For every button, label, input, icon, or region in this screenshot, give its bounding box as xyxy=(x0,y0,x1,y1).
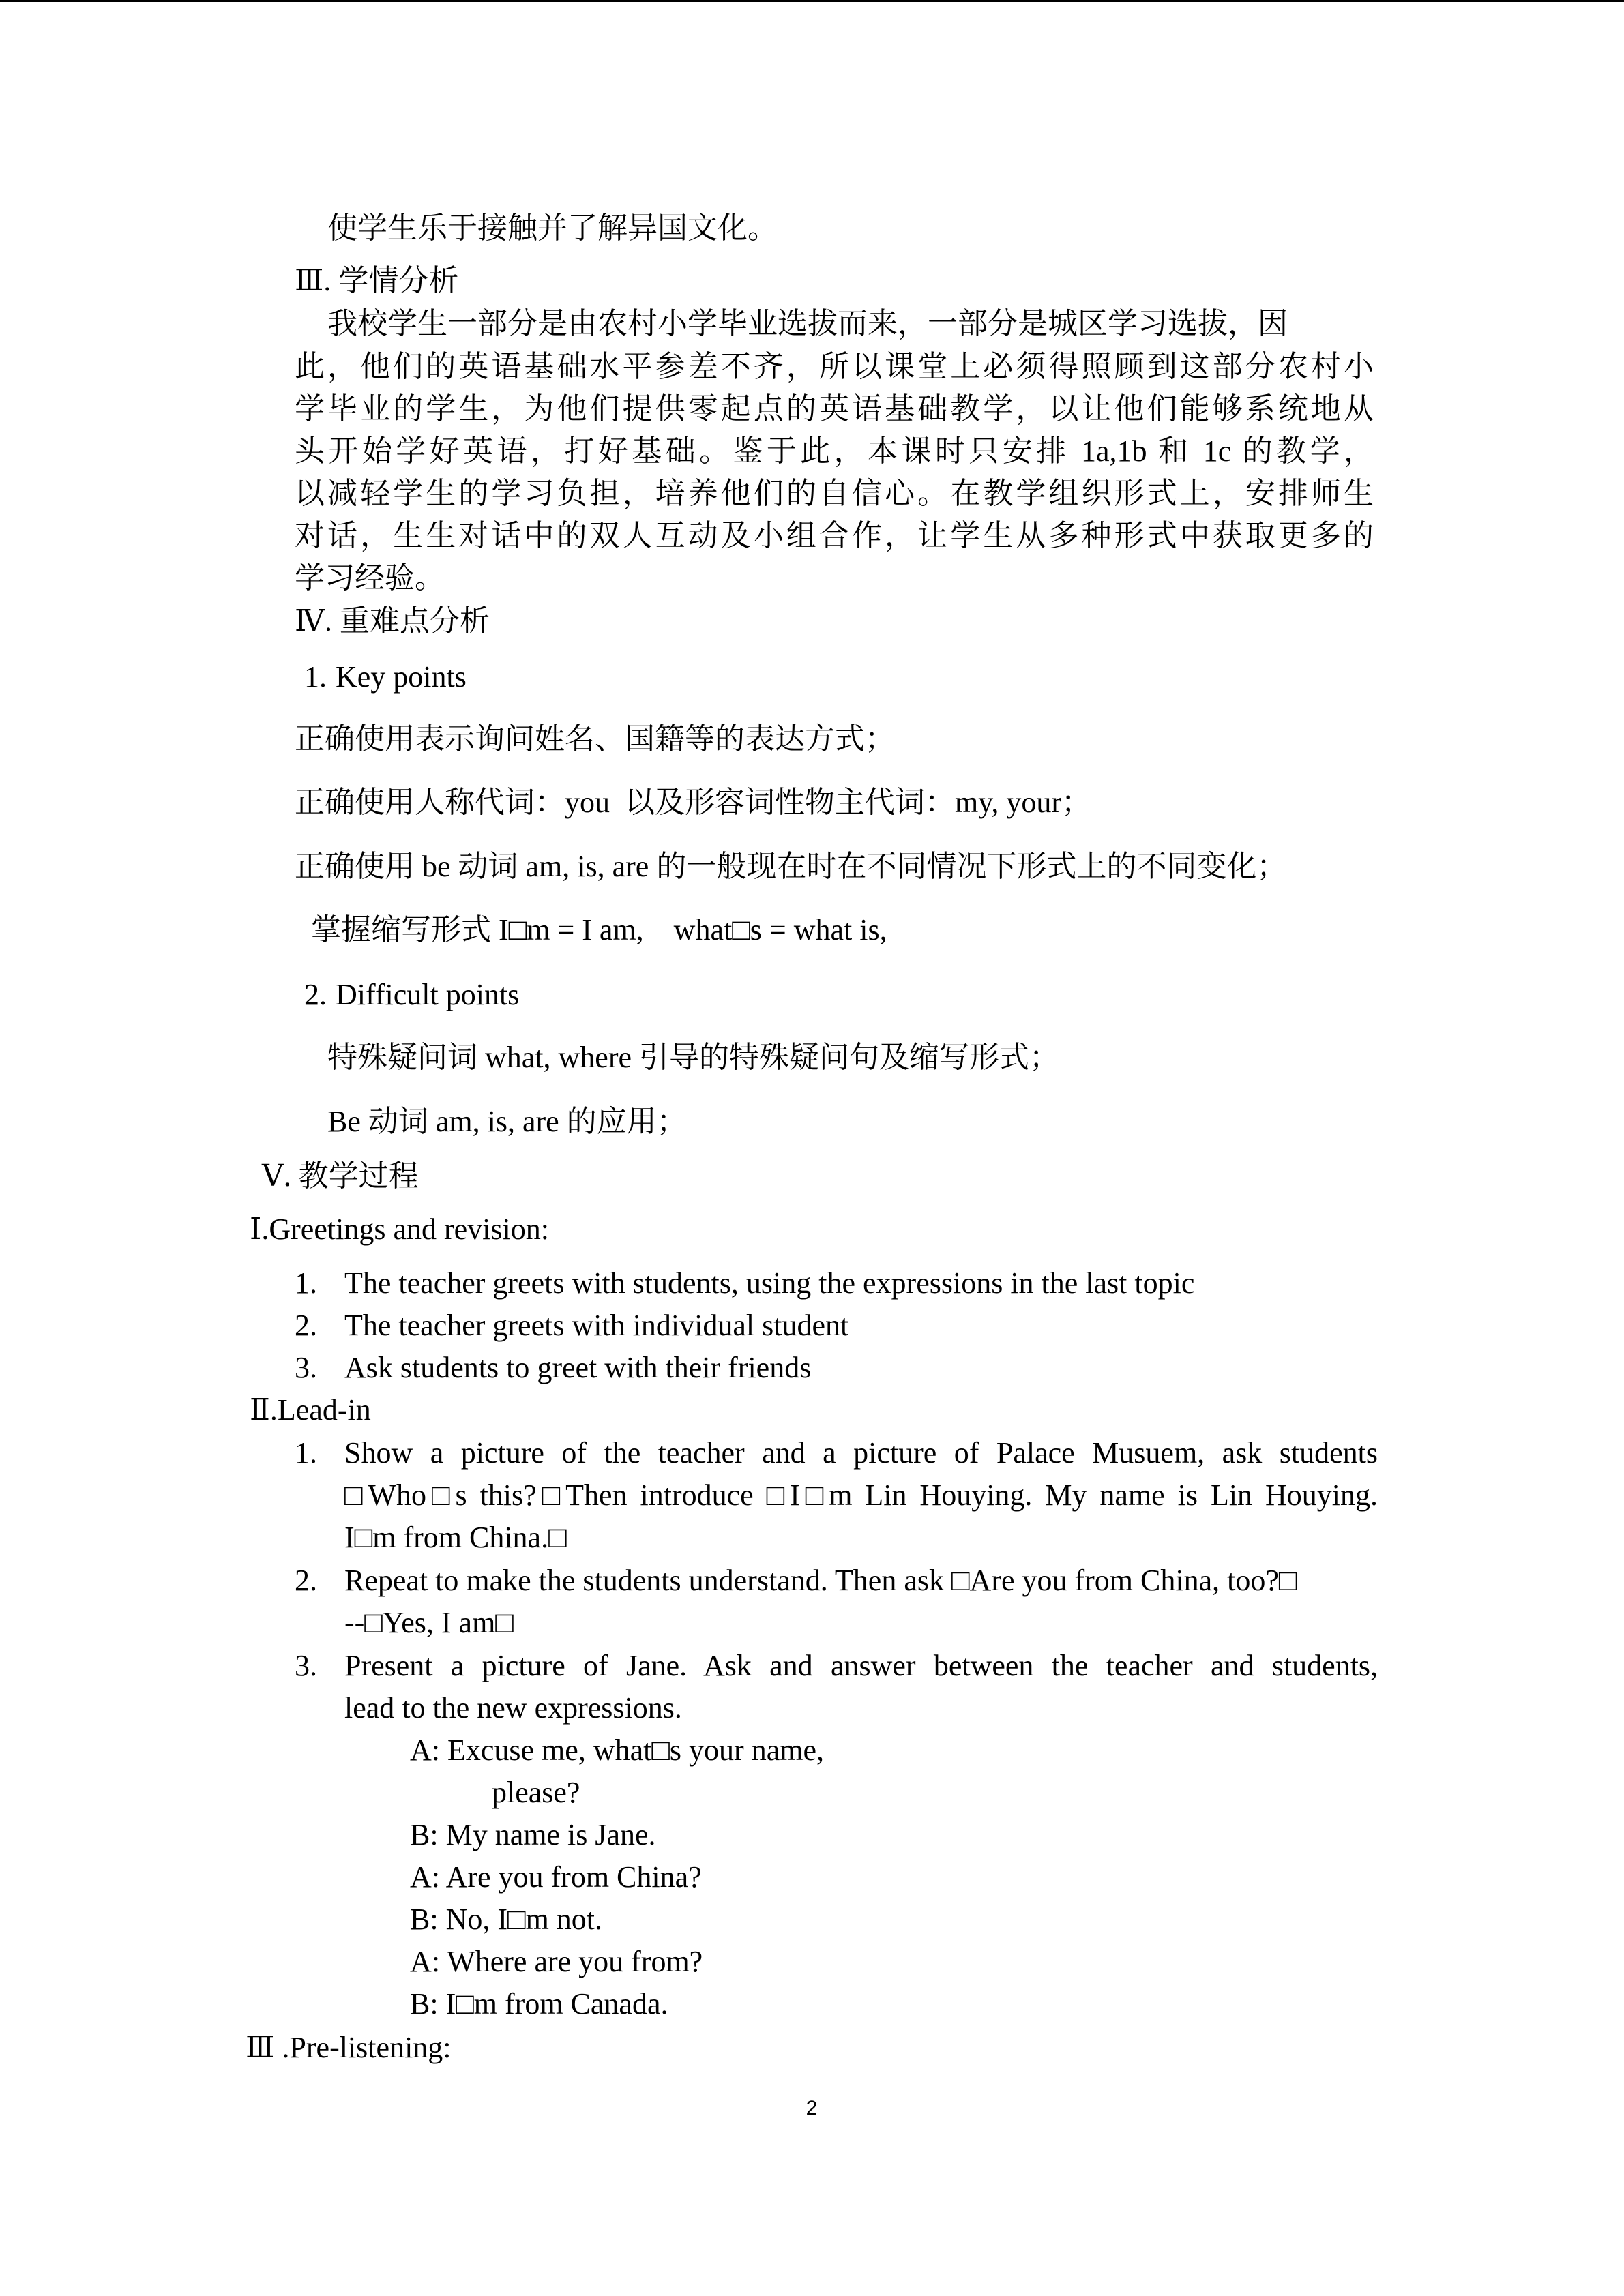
paragraph-line: 以减轻学生的学习负担，培养他们的自信心。在教学组织形式上，安排师生 xyxy=(295,477,1374,510)
section-title-teaching-process: Ⅴ. 教学过程 xyxy=(262,1159,419,1193)
section-title-student-analysis: Ⅲ. 学情分析 xyxy=(295,264,459,297)
step-item-number: 2. xyxy=(295,1564,317,1597)
step-item-text: The teacher greets with individual student xyxy=(344,1309,849,1342)
step-item-number: 3. xyxy=(295,1649,317,1682)
step-item-text: The teacher greets with students, using the expressions in the last topic xyxy=(344,1266,1195,1300)
step-title-lead-in: Ⅱ.Lead-in xyxy=(250,1393,371,1427)
dialogue-line: A: Are you from China? xyxy=(410,1860,702,1894)
step-item-text: Show a picture of the teacher and a picture of Palace Musuem, ask students xyxy=(344,1436,1378,1470)
dialogue-line: B: No, I□m not. xyxy=(410,1903,603,1936)
dialogue-line: please? xyxy=(492,1776,580,1809)
key-point-item: 正确使用 be 动词 am, is, are 的一般现在时在不同情况下形式上的不同变化； xyxy=(295,850,1287,883)
dialogue-line: A: Excuse me, what□s your name, xyxy=(410,1733,824,1767)
step-item-number: 3. xyxy=(295,1351,317,1384)
paragraph-line: 此，他们的英语基础水平参差不齐，所以课堂上必须得照顾到这部分农村小 xyxy=(295,350,1374,383)
key-points-number: 1. xyxy=(304,660,327,694)
step-title-greetings: Ⅰ.Greetings and revision: xyxy=(250,1212,549,1246)
dialogue-line: B: I□m from Canada. xyxy=(410,1987,668,2021)
paragraph-line: 学毕业的学生，为他们提供零起点的英语基础教学，以让他们能够系统地从 xyxy=(295,392,1374,426)
step-item-text: □Who□s this?□Then introduce □I□m Lin Houying. My name is Lin Houying. xyxy=(344,1478,1378,1512)
key-point-item: 掌握缩写形式 I□m = I am, what□s = what is, xyxy=(311,913,887,946)
key-points-title: Key points xyxy=(336,660,467,694)
step-item-text: I□m from China.□ xyxy=(344,1521,567,1554)
key-point-item: 正确使用人称代词：you 以及形容词性物主代词：my, your； xyxy=(295,786,1092,819)
step-item-number: 1. xyxy=(295,1266,317,1300)
top-border xyxy=(0,0,1624,2)
difficult-points-title: Difficult points xyxy=(336,978,520,1011)
section-title-key-difficult: Ⅳ. 重难点分析 xyxy=(295,604,490,638)
step-item-text: lead to the new expressions. xyxy=(344,1691,682,1725)
paragraph-line: 对话，生生对话中的双人互动及小组合作，让学生从多种形式中获取更多的 xyxy=(295,519,1374,552)
paragraph-line: 头开始学好英语，打好基础。鉴于此，本课时只安排 1a,1b 和 1c 的教学， xyxy=(295,434,1374,468)
difficult-point-item: 特殊疑问词 what, where 引导的特殊疑问句及缩写形式； xyxy=(327,1041,1060,1074)
step-item-number: 2. xyxy=(295,1309,317,1342)
step-item-text: Present a picture of Jane. Ask and answer between the teacher and students, xyxy=(344,1649,1378,1682)
difficult-points-number: 2. xyxy=(304,978,327,1011)
step-item-text: Repeat to make the students understand. Then ask □Are you from China, too?□ xyxy=(344,1564,1297,1597)
dialogue-line: A: Where are you from? xyxy=(410,1945,703,1978)
page-number: 2 xyxy=(806,2097,818,2119)
paragraph-line: 学习经验。 xyxy=(295,561,445,595)
intro-tail: 使学生乐于接触并了解异国文化。 xyxy=(327,211,778,245)
step-item-text: --□Yes, I am□ xyxy=(344,1606,514,1639)
difficult-point-item: Be 动词 am, is, are 的应用； xyxy=(327,1105,687,1138)
key-point-item: 正确使用表示询问姓名、国籍等的表达方式； xyxy=(295,722,895,756)
dialogue-line: B: My name is Jane. xyxy=(410,1818,656,1851)
step-item-number: 1. xyxy=(295,1436,317,1470)
step-title-pre-listening: Ⅲ .Pre-listening: xyxy=(246,2031,452,2064)
step-item-text: Ask students to greet with their friends xyxy=(344,1351,812,1384)
paragraph-line: 我校学生一部分是由农村小学毕业选拔而来，一部分是城区学习选拔，因 xyxy=(327,307,1288,340)
